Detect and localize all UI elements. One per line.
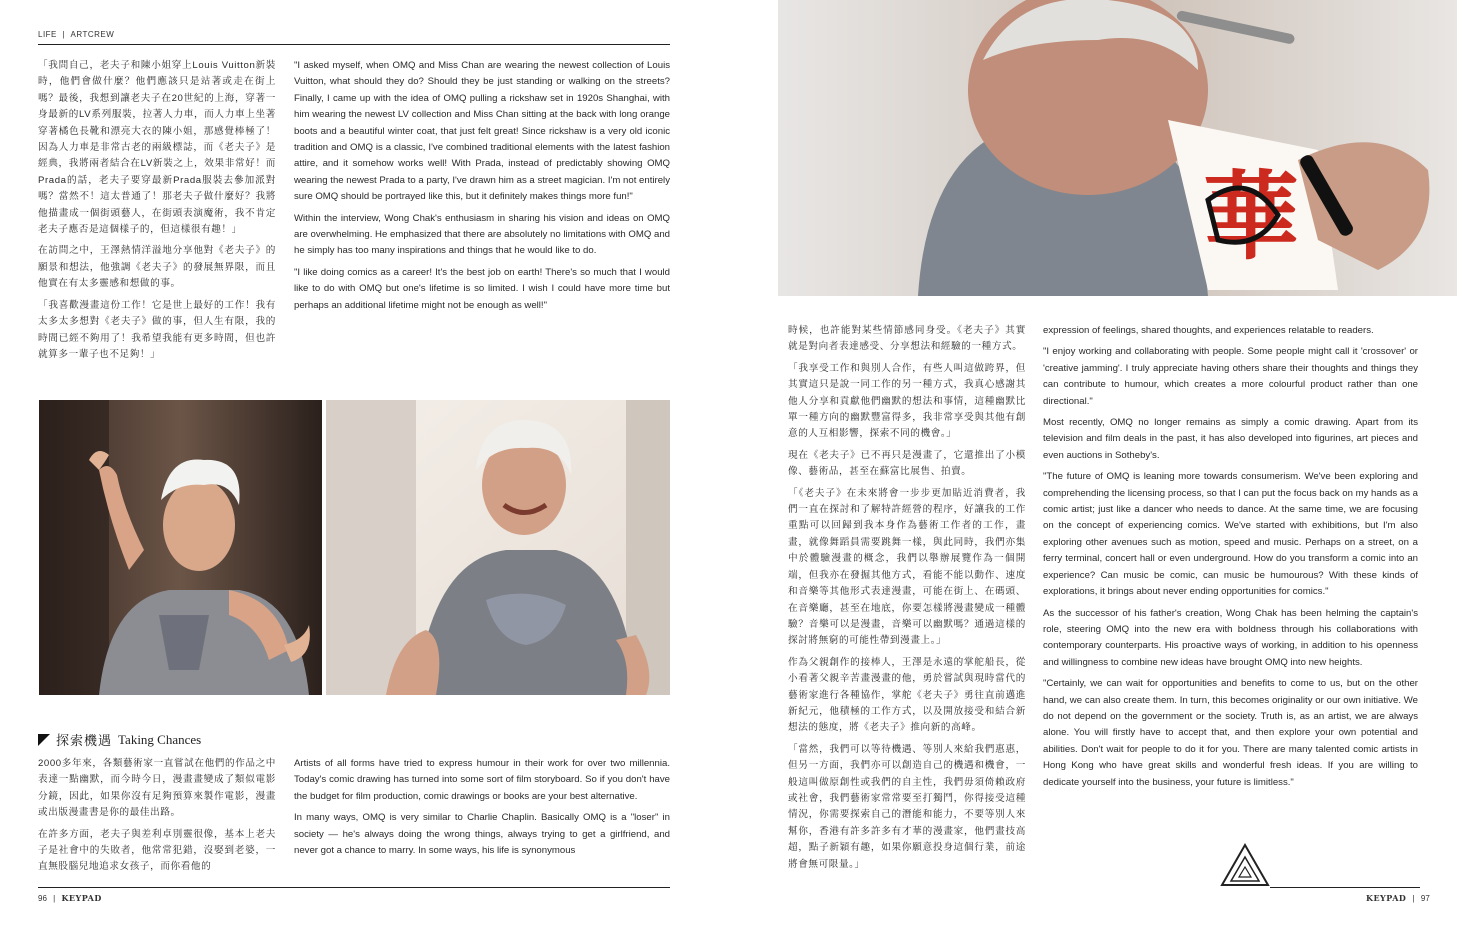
left-en-paragraph: "I asked myself, when OMQ and Miss Chan are wearing the newest collection of Louis Vuitton, what should they do? Should they be just standing or walking on the streets? Finally, I came up with the idea of OMQ pulling a rickshaw set in 1920s Shanghai, with him wearing the newest LV collection and Miss Chan sitting at the back with long orange boots and a beautiful winter coat, that just felt great! Since rickshaw is a very old iconic tradition and OMQ is a classic, I've combined traditional elements with the latest fashion attire, and it somehow works well! With Prada, instead of predictably showing OMQ wearing the newest Prada to a party, I've drawn him as a street magician. I'm not entirely sure OMQ should be portrayed like this, but it definitely makes things more fun!": [294, 60, 670, 203]
brand-logo-right: KEYPAD: [1366, 893, 1407, 903]
left-zh-paragraph: 在訪問之中，王澤熱情洋溢地分享他對《老夫子》的願景和想法，他強調《老夫子》的發展無界限，而且他實在有太多靈感和想做的事。: [38, 245, 276, 290]
left-col-chinese: [38, 58, 276, 368]
ink-character: 華: [1203, 160, 1299, 273]
right-en-paragraph: As the successor of his father's creation, Wong Chak has been helming the captain's role, steering OMQ into the new era with boldness through his collaborations with contemporary counterparts. His proactive ways of working, in addition to his openness and willingness to combine new ideas have brought OMQ into new heights.: [1043, 607, 1418, 668]
left-en-paragraph: Within the interview, Wong Chak's enthusiasm in sharing his vision and ideas on OMQ are overwhelming. He emphasized that there are absolutely no limitations with OMQ and he simply has too many inspirations and things that he would like to do.: [294, 212, 670, 257]
left-zh-paragraph: 「我問自己，老夫子和陳小姐穿上Louis Vuitton新裝時，他們會做什麼？他們應該只是站著或走在街上嗎？最後，我想到讓老夫子在20世紀的上海，穿著一身最新的LV系列服裝，拉著人力車，而人力車上坐著穿著橘色長靴和漂亮大衣的陳小姐，那感覺棒極了！因為人力車是非常古老的兩級標誌，而《老夫子》是經典，我將兩者結合在LV新裝之上，效果非常好！而Prada的話，老夫子要穿最新Prada服裝去參加派對嗎？當然不！這太普通了！那老夫子做什麼好？我將他描畫成一個街頭藝人，在街頭表演魔術，我不肯定老夫子應否是這個樣子的，但這樣很有趣！」: [38, 60, 276, 236]
right-zh-paragraph: 現在《老夫子》已不再只是漫畫了，它還推出了小模像、藝術品，甚至在蘇富比展售、拍賣。: [788, 449, 1026, 478]
triangle-logo-svg: [1220, 843, 1270, 887]
header-rule-left: [38, 44, 670, 45]
triangle-marker-icon: [38, 734, 50, 746]
photo-artist-drawing-image: [778, 0, 1457, 296]
section-heading-en: Taking Chances: [118, 731, 202, 747]
bottom-zh-paragraph: 在許多方面，老夫子與差利卓別靈很像，基本上老夫子是社會中的失敗者，他常常犯錯，沒娶到老婆，一直無股腦兒地追求女孩子，而你看他的: [38, 828, 276, 873]
right-zh-paragraph: 「我享受工作和與別人合作，有些人叫這做跨界，但其實這只是說一同工作的另一種方式，我真心感謝其他人分享和貢獻他們幽默的想法和事情，這種幽默比單一種方向的幽默豐富得多，我非常享受與其他有創意的人互相影響，探索不同的機會。」: [788, 362, 1026, 440]
left-en-paragraph: "I like doing comics as a career! It's the best job on earth! There's so much that I would like to do with OMQ but one's lifetime is so limited. I wish I could have more time but perhaps an additional lifetime might not be enough as well!": [294, 266, 670, 311]
right-zh-paragraph: 作為父親創作的接棒人，王澤是永遠的掌舵船長，從小看著父親辛苦畫漫畫的他，勇於嘗試與現時當代的藝術家進行各種協作，掌舵《老夫子》勇往直前邁進新紀元，他積極的工作方式，以及開放接受和結合新想法的態度，將《老夫子》推向新的高峰。: [788, 656, 1026, 734]
right-col-chinese: [788, 323, 1026, 878]
footer-rule-left: [38, 887, 670, 888]
right-zh-paragraph: 「當然，我們可以等待機遇、等別人來給我們惠惠，但另一方面，我們亦可以創造自己的機遇和機會，一般這叫做原創性或我們的自主性，我們毋須倚賴政府或社會，我們藝術家常常要至打獨鬥，你得接受這種情況，你需要探索自己的潛能和能力，不要等別人來幫你，香港有許多許多有才華的漫畫家，他們畫技高超，點子新穎有趣，如果你願意投身這個行業，前途將會無可限量。」: [788, 743, 1026, 870]
bottom-en-paragraph: Artists of all forms have tried to express humour in their work for over two millennia. Today's comic drawing has turned into some sort of film storyboard. So if you don't have the budget for film production, comic drawings or books are your best alternative.: [294, 758, 670, 802]
bottom-col-chinese: [38, 756, 276, 881]
triangle-logo-icon: [1220, 843, 1270, 887]
right-en-paragraph: "Certainly, we can wait for opportunities and benefits to come to us, but on the other hand, we can also create them. In turn, this becomes originality or our own initiative. We do not depend on the government or the society. Truth is, as an artist, we are always alone. You will firstly have to accept that, and then explore your own potential and abilities. Don't wait for people to do it for you. There are many talented comic artists in Hong Kong who have great skills and wonderful fresh ideas. If you are willing to dedicate yourself into the business, your future is limitless.": [1043, 678, 1418, 788]
right-en-paragraph: Most recently, OMQ no longer remains as simply a comic drawing. Apart from its television and film deals in the past, it has also developed into figurines, art pieces and even auctions in Sotheby's.: [1043, 417, 1418, 461]
page-number-right: 97: [1420, 894, 1430, 903]
bottom-col-english: [294, 756, 670, 864]
footer-rule-right: [1270, 887, 1420, 888]
right-zh-paragraph: 「《老夫子》在未來將會一步步更加貼近消費者，我們一直在探討和了解特許經營的程序，好讓我的工作重點可以回歸到我本身作為藝術工作者的工作，畫畫，就像舞蹈員需要跳舞一樣，與此同時，我們亦集中於體驗漫畫的概念，我們以舉辦展覽作為一個開端，但我亦在發掘其他方式，看能不能以動作、速度和音樂等其他形式表達漫畫，可能在街上、在碼頭、在音樂廳，甚至在地底，你要怎樣將漫畫變成一種體驗？音樂可以是漫畫，音樂可以幽默嗎？通過這樣的探討將無窮的可能性帶到漫畫上。」: [788, 487, 1026, 647]
photo-artist-gesturing: [39, 400, 322, 695]
folio-right: KEYPAD | 97: [1366, 893, 1430, 903]
left-col-english: [294, 58, 670, 319]
photo-artist-drawing: [778, 0, 1457, 296]
photo-artist-laughing: [326, 400, 670, 695]
bottom-en-paragraph: In many ways, OMQ is very similar to Charlie Chaplin. Basically OMQ is a "loser" in society — he's always doing the wrong things, always trying to get a girlfriend, and never got a chance to marry. In some ways, his life is synonymous: [294, 812, 670, 857]
section-label: LIFE | ARTCREW: [38, 30, 115, 39]
brand-logo-left: KEYPAD: [61, 893, 102, 903]
photo-artist-laughing-image: [326, 400, 670, 695]
right-en-paragraph: "I enjoy working and collaborating with people. Some people might call it 'crossover' or 'creative jamming'. I truly appreciate having others share their thoughts and things they can contribute to humour, which creates a more colourful product rather than one directional.": [1043, 346, 1418, 407]
bottom-zh-paragraph: 2000多年來，各類藝術家一直嘗試在他們的作品之中表達一點幽默，而今時今日，漫畫畫變成了類似電影分鏡，因此，如果你沒有足夠預算來製作電影，漫畫或出版漫畫書是你的最佳出路。: [38, 758, 276, 819]
right-zh-paragraph: 時候，也許能對某些情節感同身受。《老夫子》其實就是對向者表達感受、分享想法和經驗的一種方式。: [788, 325, 1026, 353]
section-heading: [38, 730, 201, 749]
section-label-life: LIFE: [38, 30, 57, 39]
right-en-paragraph: expression of feelings, shared thoughts, and experiences relatable to readers.: [1043, 325, 1374, 336]
folio-left: 96 | KEYPAD: [38, 893, 102, 903]
right-col-english: [1043, 323, 1418, 796]
section-label-artcrew: ARTCREW: [70, 30, 115, 39]
section-heading-zh: 探索機遇: [56, 733, 113, 748]
left-zh-paragraph: 「我喜歡漫畫這份工作！它是世上最好的工作！我有太多太多想對《老夫子》做的事，但人生有限，我的時間已經不夠用了！我希望我能有更多時間，但也許就算多一輩子也不足夠！」: [38, 299, 276, 360]
photo-artist-gesturing-image: [39, 400, 322, 695]
right-en-paragraph: "The future of OMQ is leaning more towards consumerism. We've been exploring and comprehending the licensing process, so that I can put the focus back on my hands as a comic artist; just like a dancer who needs to dance. At the same time, we are focusing on the concept of experiencing comics. We've started with exhibitions, but I'm also exploring other avenues such as motion, speed and music. Perhaps on a street, on a ferry terminal, concert hall or even underground. How do you transform a comic into an experience? Can music be comic, can music be humourous? With these kinds of explorations, it brings about never ending opportunities for comics.": [1043, 471, 1418, 598]
page-number-left: 96: [38, 894, 47, 903]
